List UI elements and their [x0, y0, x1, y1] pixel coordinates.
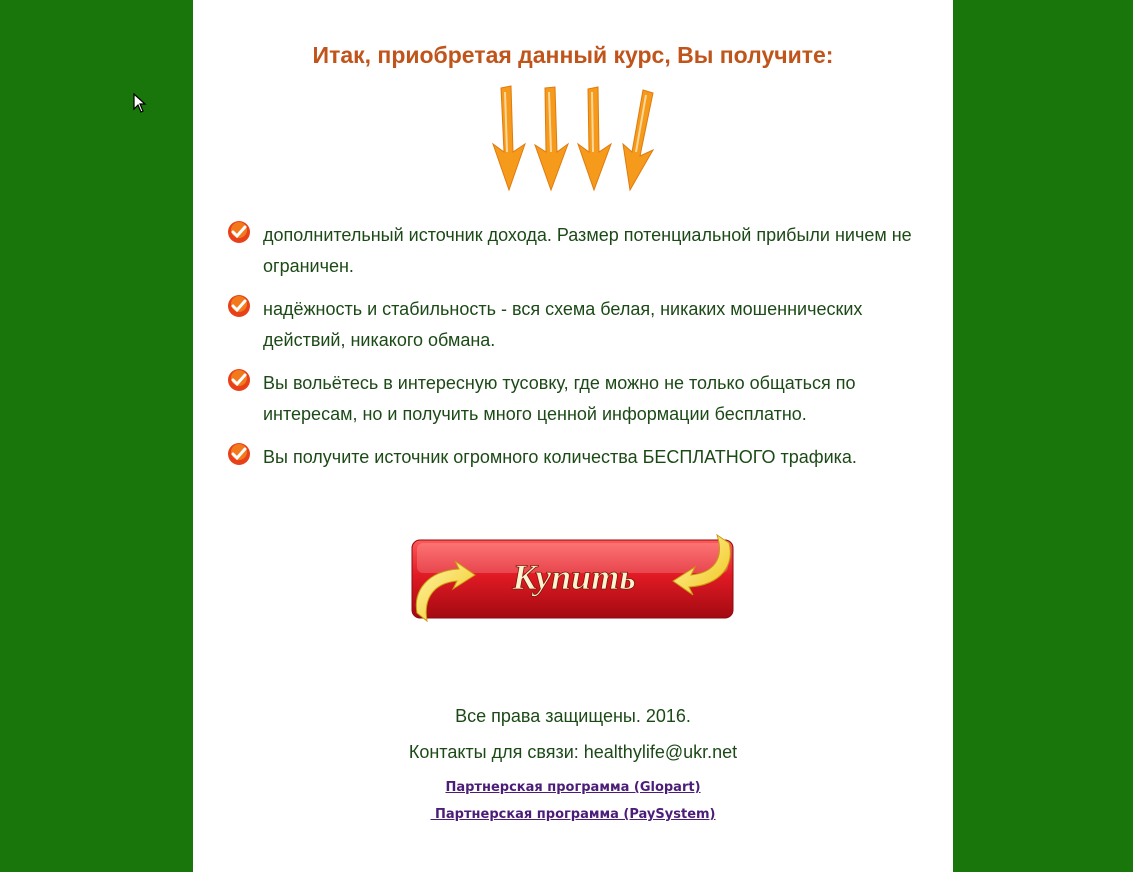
list-item [227, 294, 927, 356]
benefit-text: Вы вольётесь в интересную тусовку, где можно не только общаться по интересам, но и получить много ценной информации бесплатно. [263, 373, 856, 424]
benefits-list [227, 220, 927, 485]
mouse-cursor-icon [133, 93, 147, 113]
benefit-text: Вы получите источник огромного количества БЕСПЛАТНОГО трафика. [263, 447, 857, 467]
checkmark-icon [227, 294, 251, 318]
footer [193, 700, 953, 822]
buy-button-label: Купить [512, 557, 636, 597]
contacts-text: Контакты для связи: healthylife@ukr.net [408, 742, 738, 762]
affiliate-link-glopart[interactable]: Партнерская программа (Glopart) [445, 780, 701, 795]
checkmark-icon [227, 442, 251, 466]
list-item [227, 220, 927, 282]
page-headline: Итак, приобретая данный курс, Вы получите: [312, 42, 834, 68]
checkmark-icon [227, 220, 251, 244]
list-item [227, 442, 927, 473]
checkmark-icon [227, 368, 251, 392]
benefit-text: дополнительный источник дохода. Размер потенциальной прибыли ничем не ограничен. [263, 225, 912, 276]
benefit-text: надёжность и стабильность - вся схема белая, никаких мошеннических действий, никакого обмана. [263, 299, 863, 350]
list-item [227, 368, 927, 430]
buy-button[interactable] [409, 531, 737, 627]
down-arrows-icon [473, 82, 673, 194]
copyright-text: Все права защищены. 2016. [455, 706, 691, 726]
content-panel [193, 0, 953, 872]
affiliate-link-paysystem[interactable]: Партнерская программа (PaySystem) [430, 807, 716, 822]
